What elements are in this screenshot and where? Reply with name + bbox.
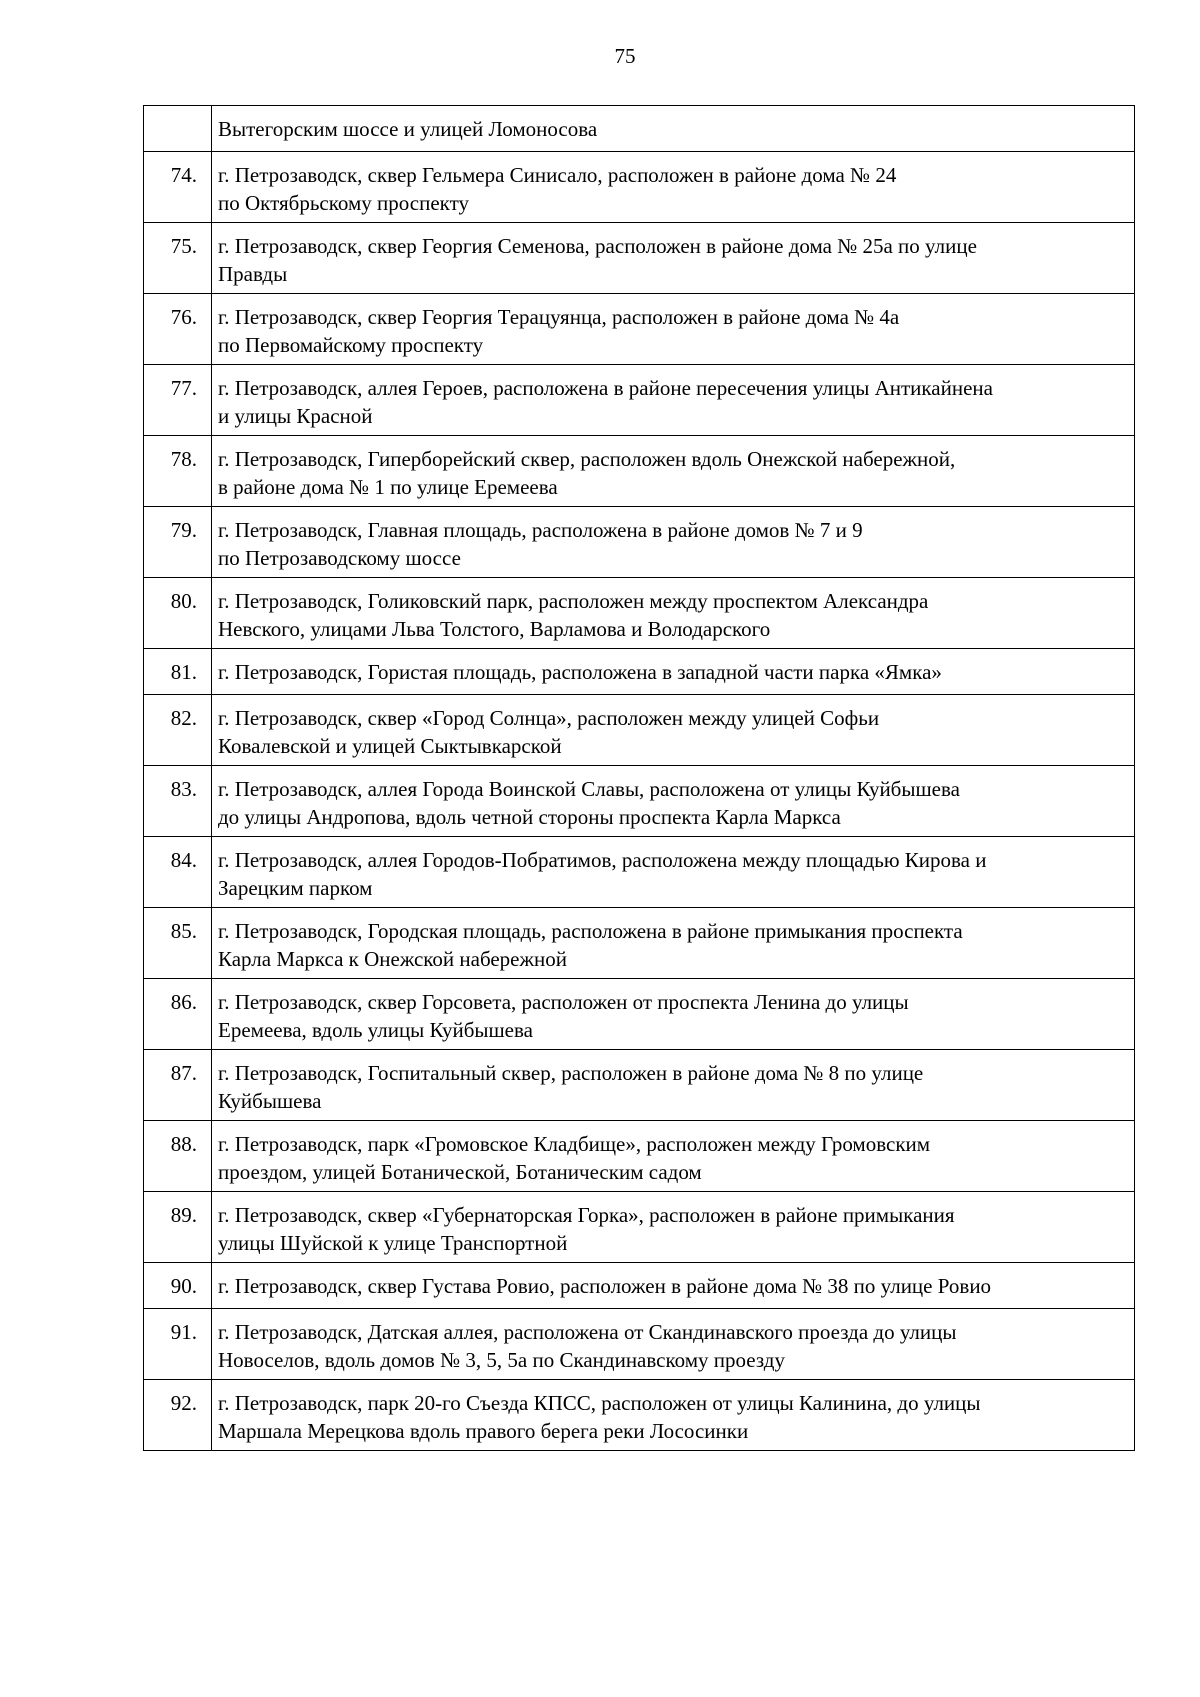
description-line: г. Петрозаводск, Гористая площадь, расположена в западной части парка «Ямка» — [218, 660, 942, 684]
description-line: г. Петрозаводск, сквер Густава Ровио, расположен в районе дома № 38 по улице Ровио — [218, 1274, 992, 1298]
description-line: Еремеева, вдоль улицы Куйбышева — [218, 1018, 533, 1042]
description-line: г. Петрозаводск, Городская площадь, расположена в районе примыкания проспекта — [218, 919, 963, 943]
row-description — [212, 979, 1135, 1050]
row-description — [212, 695, 1135, 766]
description-line: г. Петрозаводск, сквер Георгия Семенова, расположен в районе дома № 25а по улице — [218, 234, 977, 258]
description-line: до улицы Андропова, вдоль четной стороны проспекта Карла Маркса — [218, 805, 841, 829]
description-line: и улицы Красной — [218, 404, 373, 428]
description-line: по Октябрьскому проспекту — [218, 191, 469, 215]
table-row — [144, 979, 1135, 1050]
table-row — [144, 1380, 1135, 1451]
locations-table — [143, 105, 1135, 1451]
table-row — [144, 294, 1135, 365]
row-description — [212, 1050, 1135, 1121]
row-description — [212, 106, 1135, 152]
row-description — [212, 365, 1135, 436]
row-description — [212, 1309, 1135, 1380]
page-number: 75 — [614, 44, 636, 68]
table-row — [144, 1192, 1135, 1263]
description-line: г. Петрозаводск, аллея Городов-Побратимов, расположена между площадью Кирова и — [218, 848, 987, 872]
row-number: 74. — [144, 152, 212, 223]
description-line: г. Петрозаводск, сквер «Город Солнца», расположен между улицей Софьи — [218, 706, 880, 730]
row-description — [212, 436, 1135, 507]
table-row — [144, 223, 1135, 294]
table-body — [144, 106, 1135, 1451]
table-row — [144, 365, 1135, 436]
row-description — [212, 766, 1135, 837]
description-line: г. Петрозаводск, аллея Героев, расположена в районе пересечения улицы Антикайнена — [218, 376, 993, 400]
description-line: Куйбышева — [218, 1089, 322, 1113]
row-number: 89. — [144, 1192, 212, 1263]
row-description — [212, 294, 1135, 365]
description-line: по Первомайскому проспекту — [218, 333, 484, 357]
description-line: в районе дома № 1 по улице Еремеева — [218, 475, 558, 499]
row-number: 85. — [144, 908, 212, 979]
table-row — [144, 1263, 1135, 1309]
row-number: 91. — [144, 1309, 212, 1380]
table-row — [144, 1050, 1135, 1121]
description-line: г. Петрозаводск, сквер Горсовета, расположен от проспекта Ленина до улицы — [218, 990, 909, 1014]
row-number: 76. — [144, 294, 212, 365]
row-description — [212, 1380, 1135, 1451]
row-number — [144, 106, 212, 152]
table-row — [144, 649, 1135, 695]
row-number: 92. — [144, 1380, 212, 1451]
table-row — [144, 152, 1135, 223]
description-line: Зарецким парком — [218, 876, 373, 900]
row-description — [212, 649, 1135, 695]
row-number: 80. — [144, 578, 212, 649]
description-line: Правды — [218, 262, 288, 286]
description-line: г. Петрозаводск, Гиперборейский сквер, расположен вдоль Онежской набережной, — [218, 447, 956, 471]
description-line: Ковалевской и улицей Сыктывкарской — [218, 734, 562, 758]
row-description — [212, 1263, 1135, 1309]
table-row — [144, 1309, 1135, 1380]
row-number: 78. — [144, 436, 212, 507]
description-line: г. Петрозаводск, Госпитальный сквер, расположен в районе дома № 8 по улице — [218, 1061, 924, 1085]
row-description — [212, 837, 1135, 908]
row-number: 87. — [144, 1050, 212, 1121]
description-line: г. Петрозаводск, сквер Георгия Терацуянца, расположен в районе дома № 4а — [218, 305, 900, 329]
description-line: Невского, улицами Льва Толстого, Варламова и Володарского — [218, 617, 771, 641]
row-number: 84. — [144, 837, 212, 908]
row-number: 88. — [144, 1121, 212, 1192]
row-number: 81. — [144, 649, 212, 695]
table-row — [144, 695, 1135, 766]
description-line: г. Петрозаводск, Голиковский парк, расположен между проспектом Александра — [218, 589, 929, 613]
description-line: улицы Шуйской к улице Транспортной — [218, 1231, 568, 1255]
table-row — [144, 766, 1135, 837]
row-number: 83. — [144, 766, 212, 837]
row-description — [212, 1192, 1135, 1263]
description-line: Маршала Мерецкова вдоль правого берега реки Лососинки — [218, 1419, 749, 1443]
description-line: Вытегорским шоссе и улицей Ломоносова — [218, 117, 598, 141]
description-line: Карла Маркса к Онежской набережной — [218, 947, 567, 971]
row-number: 79. — [144, 507, 212, 578]
description-line: г. Петрозаводск, сквер Гельмера Синисало, расположен в районе дома № 24 — [218, 163, 897, 187]
row-number: 90. — [144, 1263, 212, 1309]
table-row — [144, 1121, 1135, 1192]
description-line: г. Петрозаводск, Датская аллея, расположена от Скандинавского проезда до улицы — [218, 1320, 957, 1344]
row-description — [212, 152, 1135, 223]
table-row — [144, 837, 1135, 908]
row-description — [212, 507, 1135, 578]
description-line: г. Петрозаводск, аллея Города Воинской Славы, расположена от улицы Куйбышева — [218, 777, 960, 801]
table-row — [144, 436, 1135, 507]
description-line: г. Петрозаводск, парк 20-го Съезда КПСС, расположен от улицы Калинина, до улицы — [218, 1391, 981, 1415]
description-line: г. Петрозаводск, парк «Громовское Кладбище», расположен между Громовским — [218, 1132, 931, 1156]
row-number: 86. — [144, 979, 212, 1050]
table-row — [144, 507, 1135, 578]
row-description — [212, 223, 1135, 294]
row-number: 75. — [144, 223, 212, 294]
row-description — [212, 908, 1135, 979]
row-description — [212, 578, 1135, 649]
row-number: 82. — [144, 695, 212, 766]
description-line: г. Петрозаводск, сквер «Губернаторская Горка», расположен в районе примыкания — [218, 1203, 955, 1227]
row-description — [212, 1121, 1135, 1192]
description-line: проездом, улицей Ботанической, Ботаническим садом — [218, 1160, 702, 1184]
row-number: 77. — [144, 365, 212, 436]
description-line: г. Петрозаводск, Главная площадь, расположена в районе домов № 7 и 9 — [218, 518, 863, 542]
table-row — [144, 106, 1135, 152]
table-row — [144, 908, 1135, 979]
table-row — [144, 578, 1135, 649]
description-line: по Петрозаводскому шоссе — [218, 546, 461, 570]
description-line: Новоселов, вдоль домов № 3, 5, 5а по Скандинавскому проезду — [218, 1348, 785, 1372]
